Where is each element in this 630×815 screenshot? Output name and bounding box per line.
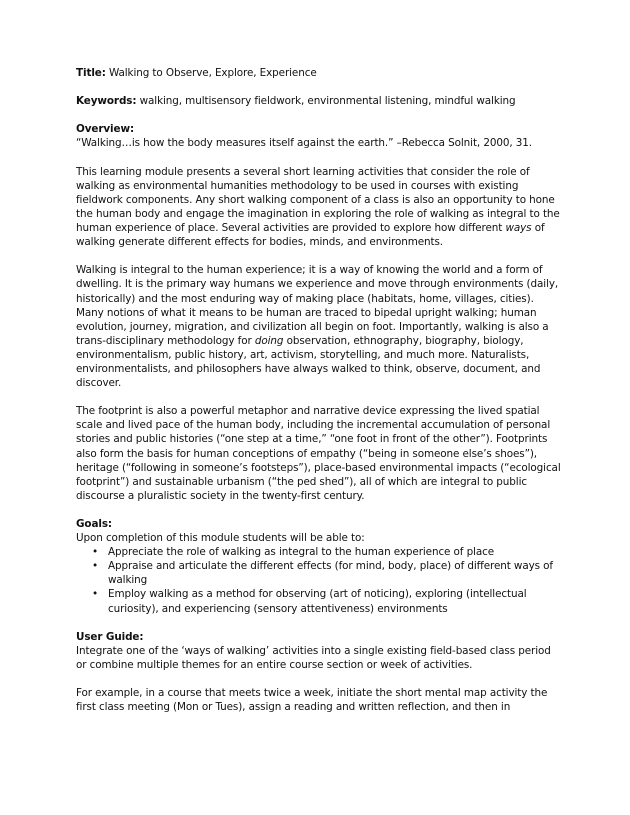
overview-p2-text: Walking is integral to the human experience; it is a way of knowing the world and a form of dwelling. It is the primary way humans we experience and move through environments (daily, historically) and the most enduring way of making place (habitats, home, villages, cities). Many notions of what it means to be human are traced to bipedal upright walking; human evolution, journey, migration, and civilization all begin on foot. Importantly, walking is also a trans-disciplinary methodology for	[76, 264, 559, 347]
keywords-label: Keywords:	[76, 95, 137, 108]
overview-p2-tail: observation, ethnography, biography, biology, environmentalism, public history, art, activism, storytelling, and much more. Naturalists, environmentalists, and philosophers have always walked to think, observe, document, and discover.	[76, 334, 541, 390]
goals-list-item	[76, 545, 562, 559]
title-line	[76, 66, 562, 80]
goals-block	[76, 517, 562, 545]
overview-paragraph-3: The footprint is also a powerful metaphor and narrative device expressing the lived spatial scale and lived pace of the human body, including the incremental accumulation of personal stories and public histories (“one step at a time,” “one foot in front of the other”). Footprints also form the basis for human conceptions of empathy (“being in someone else’s shoes”), heritage (“following in someone’s footsteps”), place-based environmental impacts (“ecological footprint”) and sustainable urbanism (“the ped shed”), all of which are integral to public discourse a pluralistic society in the twenty-first century.	[76, 405, 561, 502]
keywords-value: walking, multisensory fieldwork, environmental listening, mindful walking	[139, 95, 516, 108]
document-page	[76, 66, 562, 728]
keywords-line	[76, 94, 562, 108]
overview-heading: Overview:	[76, 123, 135, 136]
user-guide-heading: User Guide:	[76, 630, 144, 643]
goals-item-text: Employ walking as a method for observing (art of noticing), exploring (intellectual curiosity), and experiencing (sensory attentiveness) environments	[108, 588, 527, 615]
overview-p1-tail: of walking generate different effects for bodies, minds, and environments.	[76, 222, 545, 249]
bullet-icon: •	[92, 560, 99, 573]
overview-p1-text: This learning module presents a several short learning activities that consider the role of walking as environmental humanities methodology to be used in courses with existing fieldwork components. Any short walking component of a class is also an opportunity to hone the human body and engage the imagination in exploring the role of walking as integral to the human experience of place. Several activities are provided to explore how different	[76, 165, 560, 235]
title-value: Walking to Observe, Explore, Experience	[108, 67, 317, 79]
goals-heading: Goals:	[76, 518, 112, 530]
overview-paragraph-1	[76, 165, 562, 250]
title-label: Title:	[76, 67, 106, 79]
overview-quote-block	[76, 122, 562, 150]
goals-item-text: Appraise and articulate the different effects (for mind, body, place) of different ways of walking	[108, 560, 553, 587]
goals-list-item	[76, 587, 562, 615]
goals-list-item	[76, 559, 562, 587]
goals-list	[76, 545, 562, 615]
goals-intro: Upon completion of this module students will be able to:	[76, 532, 365, 545]
overview-p1-emphasis: ways	[505, 222, 532, 235]
goals-item-text: Appreciate the role of walking as integral to the human experience of place	[108, 546, 495, 559]
overview-quote: “Walking…is how the body measures itself against the earth.” –Rebecca Solnit, 2000, 31.	[76, 137, 532, 150]
overview-p2-emphasis: doing	[254, 334, 284, 347]
user-guide-paragraph-2: For example, in a course that meets twice a week, initiate the short mental map activity the first class meeting (Mon or Tues), assign a reading and written reflection, and then in	[76, 687, 548, 714]
user-guide-block	[76, 630, 562, 672]
user-guide-p1: Integrate one of the ‘ways of walking’ activities into a single existing field-based class period or combine multiple themes for an entire course section or week of activities.	[76, 644, 551, 671]
overview-paragraph-2	[76, 263, 562, 390]
bullet-icon: •	[92, 546, 99, 559]
bullet-icon: •	[92, 588, 99, 601]
